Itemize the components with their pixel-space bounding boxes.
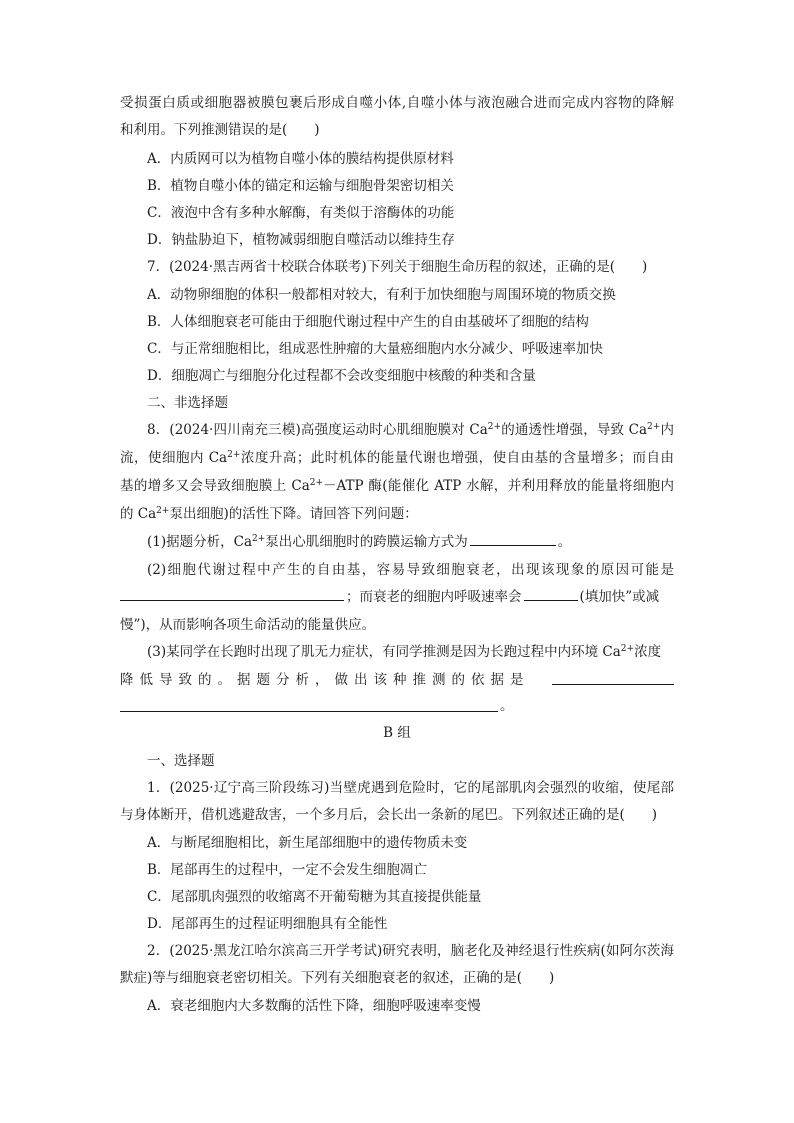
q8-text: 。: [557, 534, 572, 550]
q6-stem-line-2: 和利用。下列推测错误的是( ): [120, 122, 320, 138]
section-heading-choice: 一、选择题: [147, 753, 215, 769]
b1-option-d: D．尾部再生的过程证明细胞具有全能性: [147, 916, 388, 932]
answer-blank-4-continued[interactable]: [120, 711, 498, 712]
q8-text: 内: [660, 422, 674, 438]
q8-text: (1)据题分析，Ca: [147, 534, 253, 550]
answer-blank-2[interactable]: [120, 588, 344, 601]
q6-stem-line-1: 受损蛋白质或细胞器被膜包裹后形成自噬小体,自噬小体与液泡融合进而完成内容物的降解: [120, 95, 674, 111]
q7-option-a: A．动物卵细胞的体积一般都相对较大，有利于加快细胞与周围环境的物质交换: [147, 287, 616, 303]
q6-option-d: D．钠盐胁迫下，植物减弱细胞自噬活动以维持生存: [147, 232, 455, 248]
q8-text: (填加快”或减: [579, 589, 660, 605]
b1-option-b: B．尾部再生的过程中，一定不会发生细胞凋亡: [147, 862, 427, 878]
q8-text: 8．(2024·四川南充三模)高强度运动时心肌细胞膜对 Ca: [147, 422, 488, 438]
answer-blank-4[interactable]: [552, 684, 674, 685]
b1-option-c: C．尾部肌肉强烈的收缩离不开葡萄糖为其直接提供能量: [147, 889, 482, 905]
b1-stem-line-2: 与身体断开，借机逃避敌害，一个多月后，会长出一条新的尾巴。下列叙述正确的是( ): [120, 807, 658, 823]
answer-blank-3[interactable]: [524, 588, 578, 601]
q8-text: 的通透性增强，导致 Ca: [501, 422, 648, 438]
q8-part-2-line-1: (2)细胞代谢过程中产生的自由基，容易导致细胞衰老，出现该现象的原因可能是: [147, 562, 674, 578]
q7-option-b: B．人体细胞衰老可能由于细胞代谢过程中产生的自由基破坏了细胞的结构: [147, 314, 589, 330]
q8-text: 泵出心肌细胞时的跨膜运输方式为: [265, 534, 468, 550]
q7-option-c: C．与正常细胞相比，组成恶性肿瘤的大量癌细胞内水分减少、呼吸速率加快: [147, 341, 603, 357]
q7-option-d: D．细胞凋亡与细胞分化过程都不会改变细胞中核酸的种类和含量: [147, 368, 536, 384]
q7-stem: 7．(2024·黑吉两省十校联合体联考)下列关于细胞生命历程的叙述，正确的是( ): [147, 259, 648, 275]
b2-stem-line-2: 默症)等与细胞衰老密切相关。下列有关细胞衰老的叙述，正确的是( ): [120, 970, 555, 986]
q8-part-1: [147, 533, 674, 551]
q8-text: 基的增多又会导致细胞膜上 Ca: [120, 478, 310, 494]
ca-superscript: 2+: [156, 506, 170, 516]
q6-option-b: B．植物自噬小体的锚定和运输与细胞骨架密切相关: [147, 178, 454, 194]
q8-part-3-line-1: [147, 643, 674, 661]
answer-blank-1[interactable]: [470, 533, 556, 546]
q8-part-3-end: 。: [500, 698, 514, 714]
q8-text: ；而衰老的细胞内呼吸速率会: [346, 589, 522, 605]
q6-option-c: C．液泡中含有多种水解酶，有类似于溶酶体的功能: [147, 205, 455, 221]
q8-text: 流，使细胞内 Ca: [120, 450, 228, 466]
q8-text: 的 Ca: [120, 506, 157, 522]
ca-superscript: 2+: [227, 450, 241, 460]
q8-stem-line-1: [147, 421, 674, 439]
q8-stem-line-4: [120, 505, 674, 523]
q8-text: 泵出细胞)的活性下降。请回答下列问题：: [169, 506, 418, 522]
q8-text: (3)某同学在长跑时出现了肌无力症状，有同学推测是因为长跑过程中内环境 Ca: [147, 644, 621, 660]
q6-option-a: A．内质网可以为植物自噬小体的膜结构提供原材料: [147, 151, 454, 167]
ca-superscript: 2+: [647, 422, 661, 432]
q8-stem-line-2: [120, 449, 674, 467]
b1-option-a: A．与断尾细胞相比，新生尾部细胞中的遗传物质未变: [147, 835, 468, 851]
b1-stem-line-1: 1．(2025·辽宁高三阶段练习)当壁虎遇到危险时，它的尾部肌肉会强烈的收缩，使尾部: [147, 780, 674, 796]
q8-stem-line-3: [120, 477, 674, 495]
ca-superscript: 2+: [620, 644, 635, 654]
q8-text: －ATP 酶(能催化 ATP 水解，并利用释放的能量将细胞内: [323, 478, 674, 494]
b2-stem-line-1: 2．(2025·黑龙江哈尔滨高三开学考试)研究表明，脑老化及神经退行性疾病(如阿尔茨海: [147, 943, 674, 959]
group-b-heading: B 组: [383, 725, 411, 741]
q8-text: 浓度: [634, 644, 662, 660]
q8-part-2-line-2: [120, 588, 674, 606]
q8-part-2-line-3: 慢”)，从而影响各项生命活动的能量供应。: [120, 617, 376, 633]
b2-option-a: A．衰老细胞内大多数酶的活性下降，细胞呼吸速率变慢: [147, 998, 481, 1014]
q8-text: 浓度升高；此时机体的能量代谢也增强，使自由基的含量增多；而自由: [240, 450, 674, 466]
q8-part-3-line-2: 降低导致的。据题分析，做出该种推测的依据是: [120, 672, 530, 688]
ca-superscript: 2+: [487, 422, 502, 432]
section-heading-non-choice: 二、非选择题: [147, 395, 228, 411]
ca-superscript: 2+: [252, 534, 266, 544]
ca-superscript: 2+: [309, 478, 324, 488]
